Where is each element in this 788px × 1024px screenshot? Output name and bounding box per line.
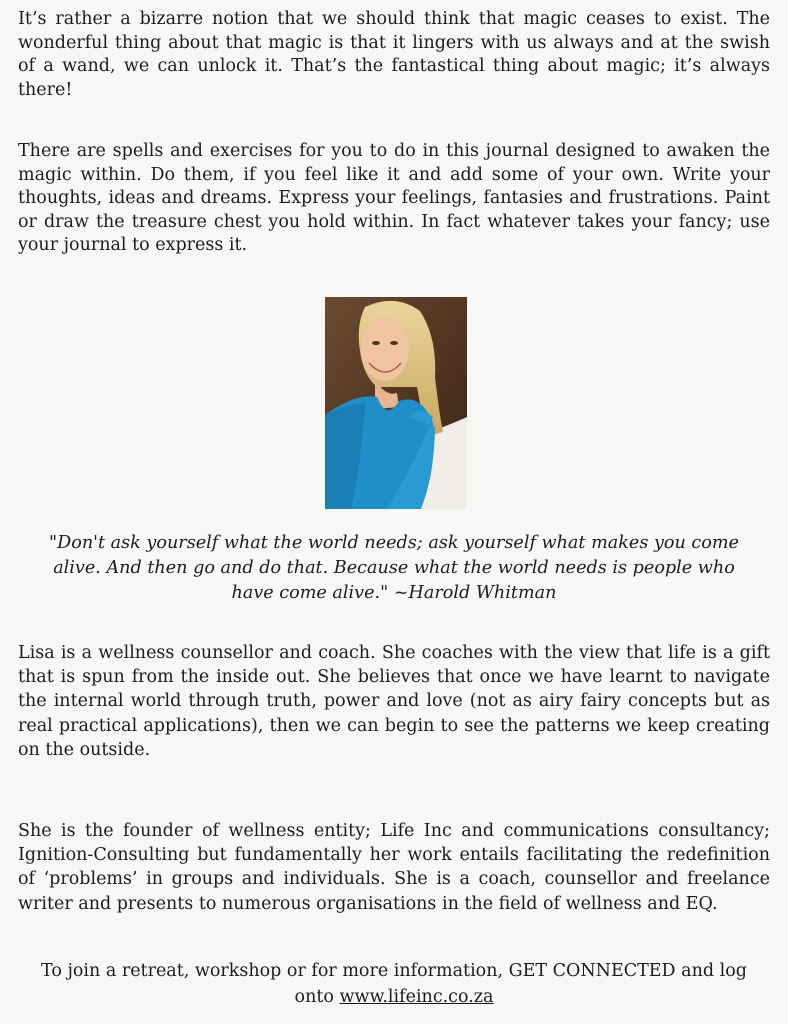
quote-attribution-line: have come alive." ~Harold Whitman — [231, 583, 557, 603]
contact-link-line — [18, 984, 770, 1010]
contact-prefix: onto — [294, 987, 334, 1007]
bio-paragraph: Lisa is a wellness counsellor and coach. She coaches with the view that life is a gift that is spun from the inside out. She believes that once we have learnt to navigate the internal world through truth, power and love (not as airy fairy concepts but as real practical applications), then we can begin to see the patterns we keep creating on the outside. — [18, 643, 770, 760]
author-photo — [325, 297, 467, 509]
intro-paragraph: It’s rather a bizarre notion that we should think that magic ceases to exist. The wonderful thing about that magic is that it lingers with us always and at the swish of a wand, we can unlock it. That’s the fantastical thing about magic; it’s always there! — [18, 9, 770, 100]
journal-paragraph: There are spells and exercises for you to do in this journal designed to awaken the magic within. Do them, if you feel like it and add some of your own. Write your thoughts, ideas and dreams. Express your feelings, fantasies and frustrations. Paint or draw the treasure chest you hold within. In fact whatever takes your fancy; use your journal to express it. — [18, 141, 770, 256]
founder-paragraph: She is the founder of wellness entity; Life Inc and communications consultancy; Ignition-Consulting but fundamentally her work entails facilitating the redefinition of ‘problems’ in groups and individuals. She is a coach, counsellor and freelance writer and presents to numerous organisations in the field of wellness and EQ. — [18, 821, 770, 914]
website-link[interactable]: www.lifeinc.co.za — [339, 987, 494, 1007]
contact-section — [18, 958, 770, 1010]
quote — [30, 531, 758, 606]
contact-line: To join a retreat, workshop or for more information, GET CONNECTED and log — [41, 961, 747, 981]
quote-line: "Don't ask yourself what the world needs; ask yourself what makes you come — [49, 533, 739, 553]
quote-line: alive. And then go and do that. Because what the world needs is people who — [53, 558, 735, 578]
